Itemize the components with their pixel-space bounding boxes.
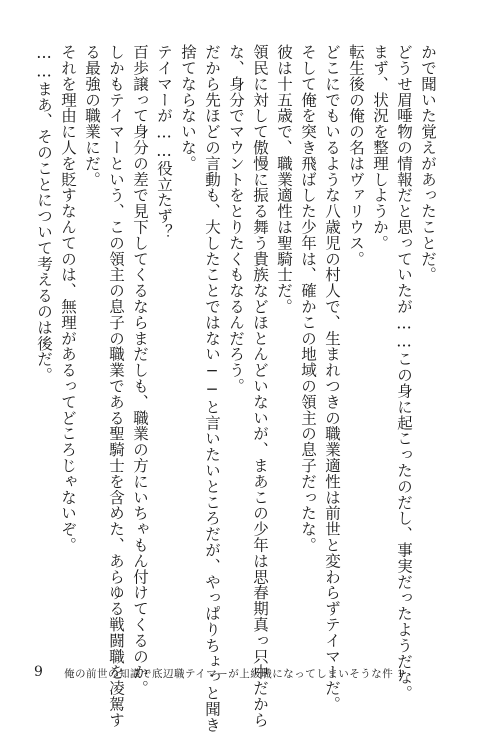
text-line: 捨てならないな。	[179, 44, 197, 172]
text-line: 転生後の俺の名はヴァリウス。	[347, 44, 365, 267]
text-line: る最強の職業にだ。	[83, 44, 101, 188]
text-line: そして俺を突き飛ばした少年は、確かこの地域の領主の息子だったな。	[299, 44, 317, 553]
page-number: 9	[34, 664, 43, 680]
text-line: それを理由に人を貶すなんてのは、無理があるってどころじゃないぞ。	[59, 44, 77, 553]
text-line: まず、状況を整理しようか。	[371, 44, 389, 251]
text-line: ……まあ、そのことについて考えるのは後だ。	[35, 44, 53, 383]
text-line: どうせ眉唾物の情報だと思っていたが……この身に起こったのだし、事実だったようだな。	[395, 44, 413, 701]
text-line: 領民に対して傲慢に振る舞う貴族などほとんどいないが、まあこの少年は思春期真っ只中だから	[251, 44, 269, 728]
text-line: かで聞いた覚えがあったことだ。	[419, 44, 437, 283]
text-line: しかもテイマーという、この領主の息子の職業である聖騎士を含めた、あらゆる戦闘職を凌駕す	[107, 44, 125, 728]
text-line: テイマーが……役立たず？	[155, 44, 173, 240]
text-line: どこにでもいるような八歳児の村人で、生まれつきの職業適性は前世と変わらずテイマーだ。	[323, 44, 341, 712]
running-title: 俺の前世の知識で底辺職テイマーが上級職になってしまいそうな件 1	[64, 668, 405, 680]
text-line: だから先ほどの言動も、大したことではない──と言いたいところだが、やっぱりちょっと聞き	[203, 44, 221, 733]
text-line: な、身分でマウントをとりたくもなるんだろう。	[227, 44, 245, 394]
text-line: 百歩譲って身分の差で見下してくるならまだしも、職業の方にいちゃもん付けてくるのか。	[131, 44, 149, 696]
page-footer	[0, 664, 500, 684]
text-line: 彼は十五歳で、職業適性は聖騎士だ。	[275, 44, 293, 315]
